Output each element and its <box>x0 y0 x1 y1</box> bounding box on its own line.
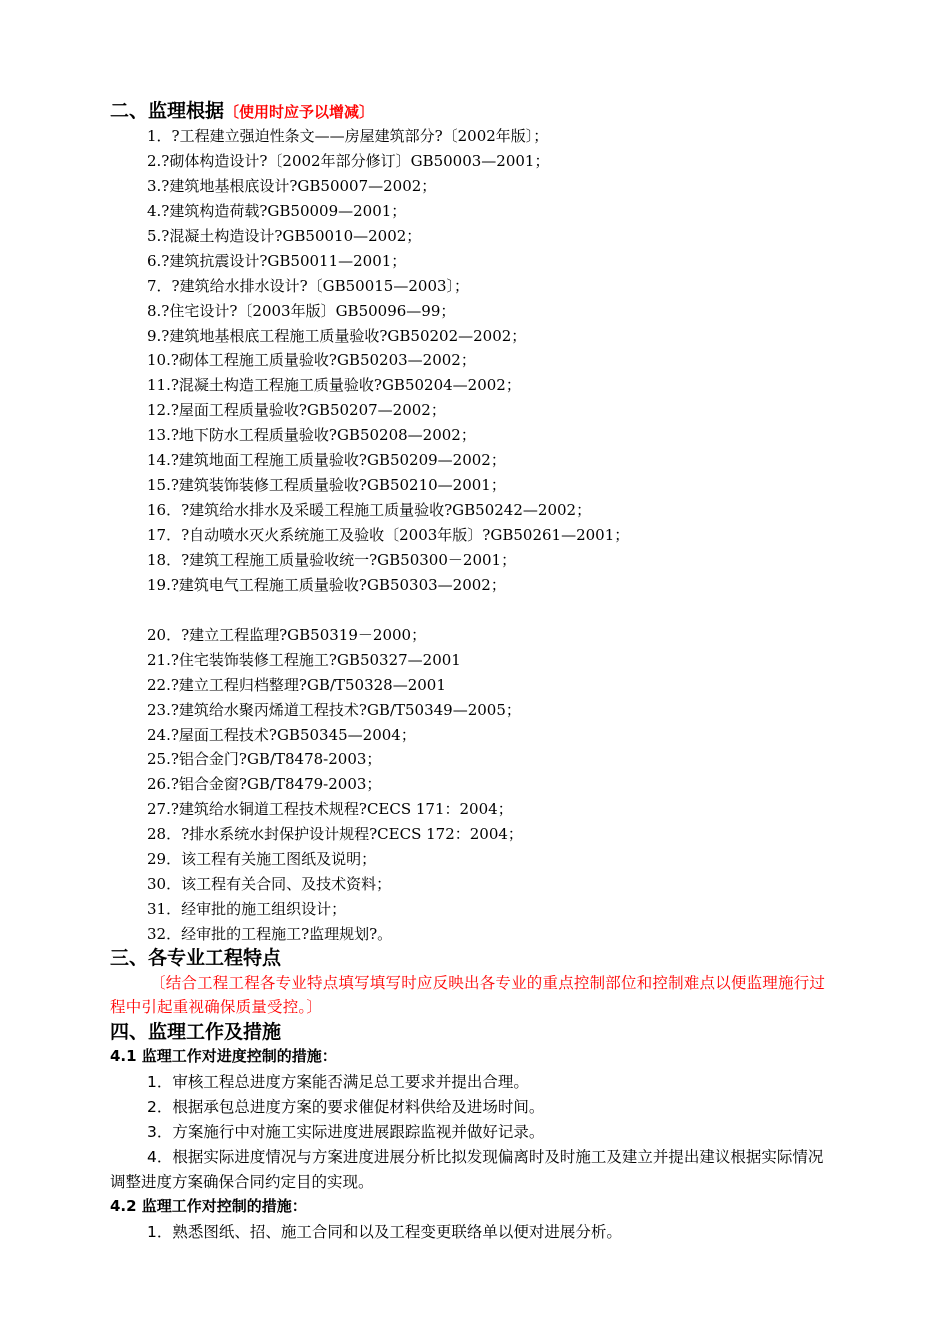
list-item: 13.?地下防水工程质量验收?GB50208—2002； <box>147 426 476 445</box>
list-item: 29．该工程有关施工图纸及说明； <box>147 850 377 869</box>
list-item: 18．?建筑工程施工质量验收统一?GB50300－2001； <box>147 550 517 569</box>
list-item: 16．?建筑给水排水及采暖工程施工质量验收?GB50242—2002； <box>147 501 592 520</box>
list-item: 14.?建筑地面工程施工质量验收?GB50209—2002； <box>147 451 506 470</box>
list-item: 19.?建筑电气工程施工质量验收?GB50303—2002； <box>147 575 506 594</box>
list-item: 28．?排水系统水封保护设计规程?CECS 172：2004； <box>147 825 523 844</box>
section-4-heading: 四、监理工作及措施 <box>110 1021 282 1043</box>
section-4-1-heading: 4.1 监理工作对进度控制的措施： <box>110 1047 337 1065</box>
list-item: 31．经审批的施工组织设计； <box>147 900 347 919</box>
list-item: 5.?混凝土构造设计?GB50010—2002； <box>147 226 422 245</box>
section-2-note: 〔使用时应予以增减〕 <box>224 103 375 121</box>
list-item: 2.?砌体构造设计?〔2002年部分修订〕GB50003—2001； <box>147 151 550 170</box>
list-item: 23.?建筑给水聚丙烯道工程技术?GB/T50349—2005； <box>147 700 521 719</box>
progress-measure-item: 2．根据承包总进度方案的要求催促材料供给及进场时间。 <box>147 1098 545 1116</box>
list-item: 6.?建筑抗震设计?GB50011—2001； <box>147 251 407 270</box>
list-item: 22.?建立工程归档整理?GB/T50328—2001 <box>147 675 446 694</box>
list-item: 11.?混凝土构造工程施工质量验收?GB50204—2002； <box>147 376 521 395</box>
list-item: 4.?建筑构造荷载?GB50009—2001； <box>147 201 407 220</box>
list-item: 26.?铝合金窗?GB/T8479-2003； <box>147 775 382 794</box>
list-item: 7．?建筑给水排水设计?〔GB50015—2003〕； <box>147 276 470 295</box>
list-item: 17．?自动喷水灭火系统施工及验收〔2003年版〕?GB50261—2001； <box>147 526 630 544</box>
list-item: 32．经审批的工程施工?监理规划?。 <box>147 925 393 943</box>
reference-list <box>147 124 629 947</box>
progress-measure-item: 1．审核工程总进度方案能否满足总工要求并提出合理。 <box>147 1073 529 1091</box>
list-item: 12.?屋面工程质量验收?GB50207—2002； <box>147 401 446 420</box>
list-item: 1．?工程建立强迫性条文——房屋建筑部分?〔2002年版〕； <box>147 127 549 145</box>
list-item: 10.?砌体工程施工质量验收?GB50203—2002； <box>147 351 476 370</box>
list-item: 15.?建筑装饰装修工程质量验收?GB50210—2001； <box>147 476 506 495</box>
progress-measure-item: 4．根据实际进度情况与方案进度进展分析比拟发现偏离时及时施工及建立并提出建议根据实际情况调整进度方案确保合同约定目的实现。 <box>110 1148 824 1191</box>
section-4-2-heading: 4.2 监理工作对控制的措施： <box>110 1197 307 1215</box>
list-item: 25.?铝合金门?GB/T8478-2003； <box>147 750 382 769</box>
section-3-heading: 三、各专业工程特点 <box>110 947 282 969</box>
control-measure-item: 1．熟悉图纸、招、施工合同和以及工程变更联络单以便对进展分析。 <box>147 1223 622 1241</box>
list-item: 24.?屋面工程技术?GB50345—2004； <box>147 725 416 744</box>
section-3-note: 〔结合工程工程各专业特点填写填写时应反映出各专业的重点控制部位和控制难点以便监理施行过程中引起重视确保质量受控。〕 <box>110 974 826 1016</box>
list-item: 20．?建立工程监理?GB50319－2000； <box>147 625 427 644</box>
list-item: 8.?住宅设计?〔2003年版〕GB50096—99； <box>147 301 456 320</box>
list-item: 27.?建筑给水铜道工程技术规程?CECS 171：2004； <box>147 800 513 819</box>
section-2-heading <box>110 98 374 125</box>
list-item: 9.?建筑地基根底工程施工质量验收?GB50202—2002； <box>147 326 527 345</box>
section-2-title: 二、监理根据 <box>110 100 225 122</box>
list-item: 30．该工程有关合同、及技术资料； <box>147 875 392 894</box>
list-item: 3.?建筑地基根底设计?GB50007—2002； <box>147 176 437 195</box>
progress-measure-item: 3．方案施行中对施工实际进度进展跟踪监视并做好记录。 <box>147 1123 545 1141</box>
list-item: 21.?住宅装饰装修工程施工?GB50327—2001 <box>147 650 461 669</box>
